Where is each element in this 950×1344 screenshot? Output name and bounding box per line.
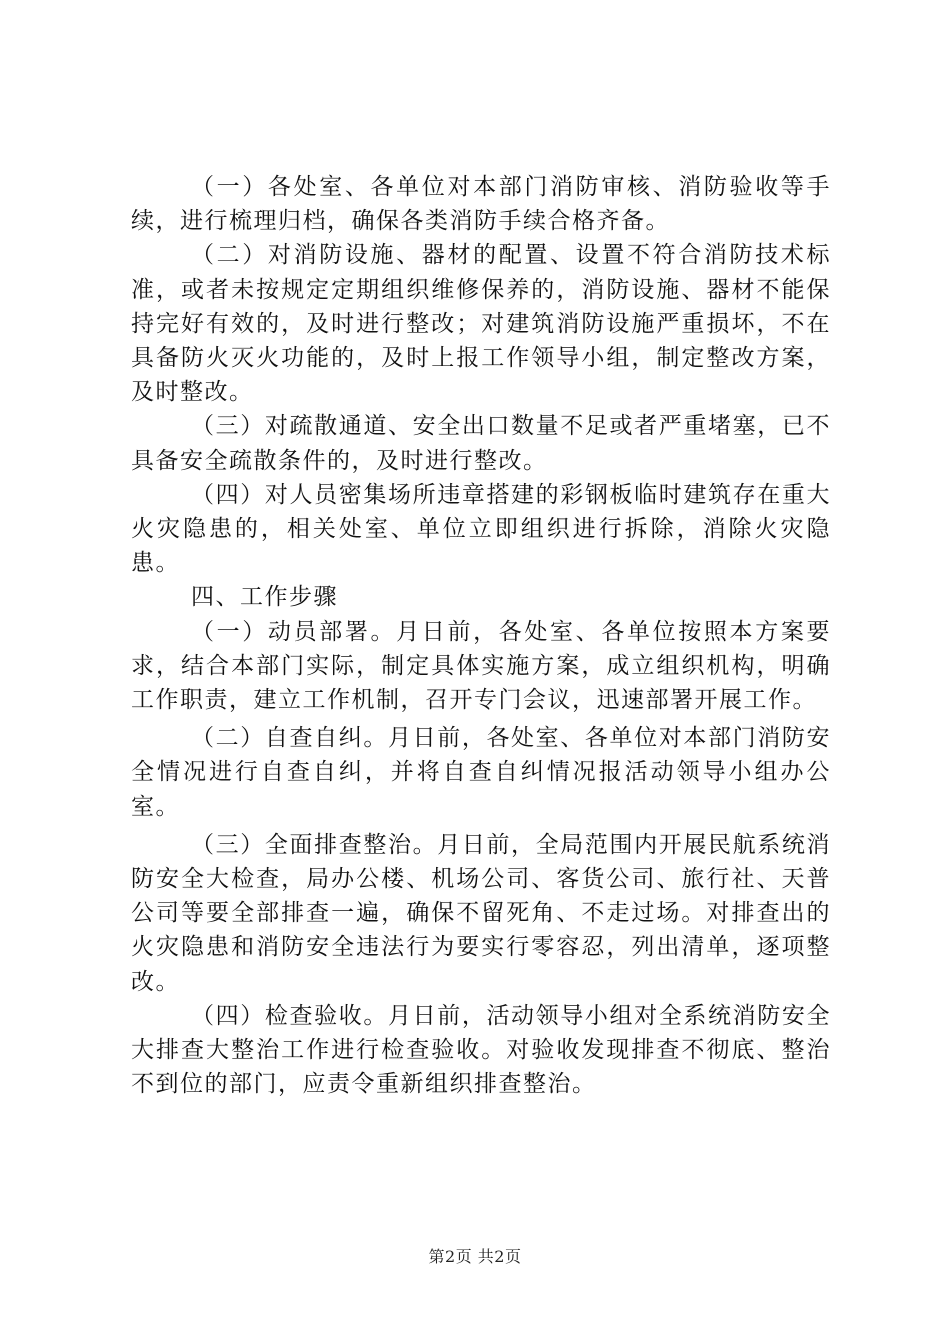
paragraph-step-3: （三）全面排查整治。月日前，全局范围内开展民航系统消防安全大检查，局办公楼、机场公司、客货公司、旅行社、天普公司等要全部排查一遍，确保不留死角、不走过场。对排查出的火灾隐患和消防安全违法行为要实行零容忍，列出清单，逐项整改。 bbox=[131, 831, 831, 995]
paragraph-2: （二）对消防设施、器材的配置、设置不符合消防技术标准，或者未按规定定期组织维修保养的，消防设施、器材不能保持完好有效的，及时进行整改；对建筑消防设施严重损坏，不在具备防火灭火功能的，及时上报工作领导小组，制定整改方案，及时整改。 bbox=[131, 242, 831, 406]
paragraph-1: （一）各处室、各单位对本部门消防审核、消防验收等手续，进行梳理归档，确保各类消防手续合格齐备。 bbox=[131, 174, 831, 235]
paragraph-step-2: （二）自查自纠。月日前，各处室、各单位对本部门消防安全情况进行自查自纠，并将自查自纠情况报活动领导小组办公室。 bbox=[131, 725, 831, 820]
paragraph-4: （四）对人员密集场所违章搭建的彩钢板临时建筑存在重大火灾隐患的，相关处室、单位立即组织进行拆除，消除火灾隐患。 bbox=[131, 481, 831, 577]
section-heading-work-steps: 四、工作步骤 bbox=[191, 584, 338, 611]
paragraph-3: （三）对疏散通道、安全出口数量不足或者严重堵塞，已不具备安全疏散条件的，及时进行整改。 bbox=[131, 413, 831, 474]
document-body bbox=[131, 170, 831, 1101]
page-number-footer: 第2页 共2页 bbox=[428, 1247, 522, 1266]
paragraph-step-4: （四）检查验收。月日前，活动领导小组对全系统消防安全大排查大整治工作进行检查验收。对验收发现排查不彻底、整治不到位的部门，应责令重新组织排查整治。 bbox=[131, 1002, 831, 1098]
paragraph-step-1: （一）动员部署。月日前，各处室、各单位按照本方案要求，结合本部门实际，制定具体实施方案，成立组织机构，明确工作职责，建立工作机制，召开专门会议，迅速部署开展工作。 bbox=[131, 618, 831, 714]
